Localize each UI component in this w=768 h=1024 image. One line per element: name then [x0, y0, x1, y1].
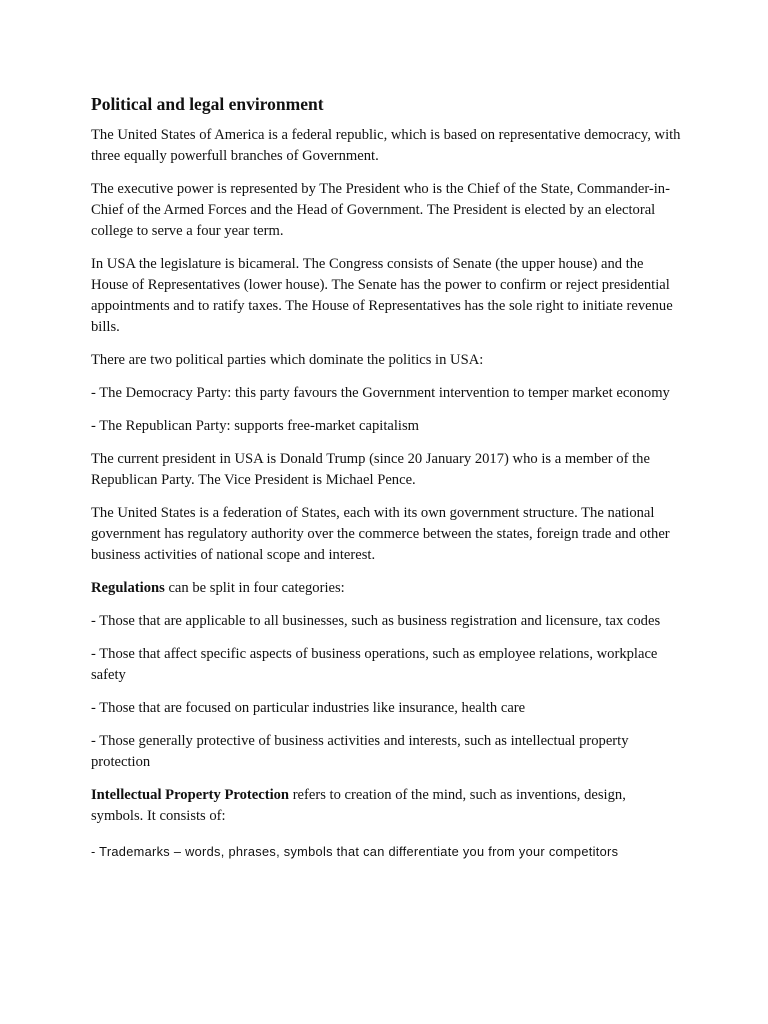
- paragraph-current-president: The current president in USA is Donald Trump (since 20 January 2017) who is a member of the Republican Party. The Vice President is Michael Pence.: [91, 451, 650, 488]
- list-item-regulation-protective: - Those generally protective of business activities and interests, such as intellectual property protection: [91, 733, 629, 770]
- paragraph-regulations-intro: [91, 578, 681, 599]
- list-item-republican-party: - The Republican Party: supports free-market capitalism: [91, 418, 419, 434]
- section-heading: Political and legal environment: [91, 94, 324, 114]
- list-item-regulation-all-businesses: - Those that are applicable to all businesses, such as business registration and licensure, tax codes: [91, 613, 661, 629]
- paragraph-executive-power: The executive power is represented by The President who is the Chief of the State, Commander-in-Chief of the Armed Forces and the Head of Government. The President is elected by an electoral college to serve a four year term.: [91, 181, 670, 239]
- list-item-trademarks: - Trademarks – words, phrases, symbols that can differentiate you from your competitors: [91, 844, 619, 859]
- regulations-term: Regulations: [91, 580, 165, 596]
- list-item-regulation-operations: - Those that affect specific aspects of business operations, such as employee relations, workplace safety: [91, 646, 658, 683]
- paragraph-legislature: In USA the legislature is bicameral. The Congress consists of Senate (the upper house) and the House of Representatives (lower house). The Senate has the power to confirm or reject presidential appointments and to ratify taxes. The House of Representatives has the sole right to initiate revenue bills.: [91, 256, 673, 335]
- paragraph-government-overview: The United States of America is a federal republic, which is based on representative democracy, with three equally powerfull branches of Government.: [91, 127, 681, 164]
- paragraph-political-parties-intro: There are two political parties which dominate the politics in USA:: [91, 352, 484, 368]
- paragraph-federation: The United States is a federation of States, each with its own government structure. The national government has regulatory authority over the commerce between the states, foreign trade and other business activities of national scope and interest.: [91, 505, 670, 563]
- list-item-regulation-industries: - Those that are focused on particular industries like insurance, health care: [91, 700, 526, 716]
- regulations-text: can be split in four categories:: [164, 580, 345, 596]
- paragraph-ip-protection: [91, 785, 681, 827]
- document-body: [91, 93, 681, 874]
- list-item-democracy-party: - The Democracy Party: this party favours the Government intervention to temper market economy: [91, 385, 670, 401]
- ip-protection-text: refers to creation of the mind, such as inventions, design, symbols. It consists of:: [91, 787, 626, 824]
- ip-protection-term: Intellectual Property Protection: [91, 787, 290, 803]
